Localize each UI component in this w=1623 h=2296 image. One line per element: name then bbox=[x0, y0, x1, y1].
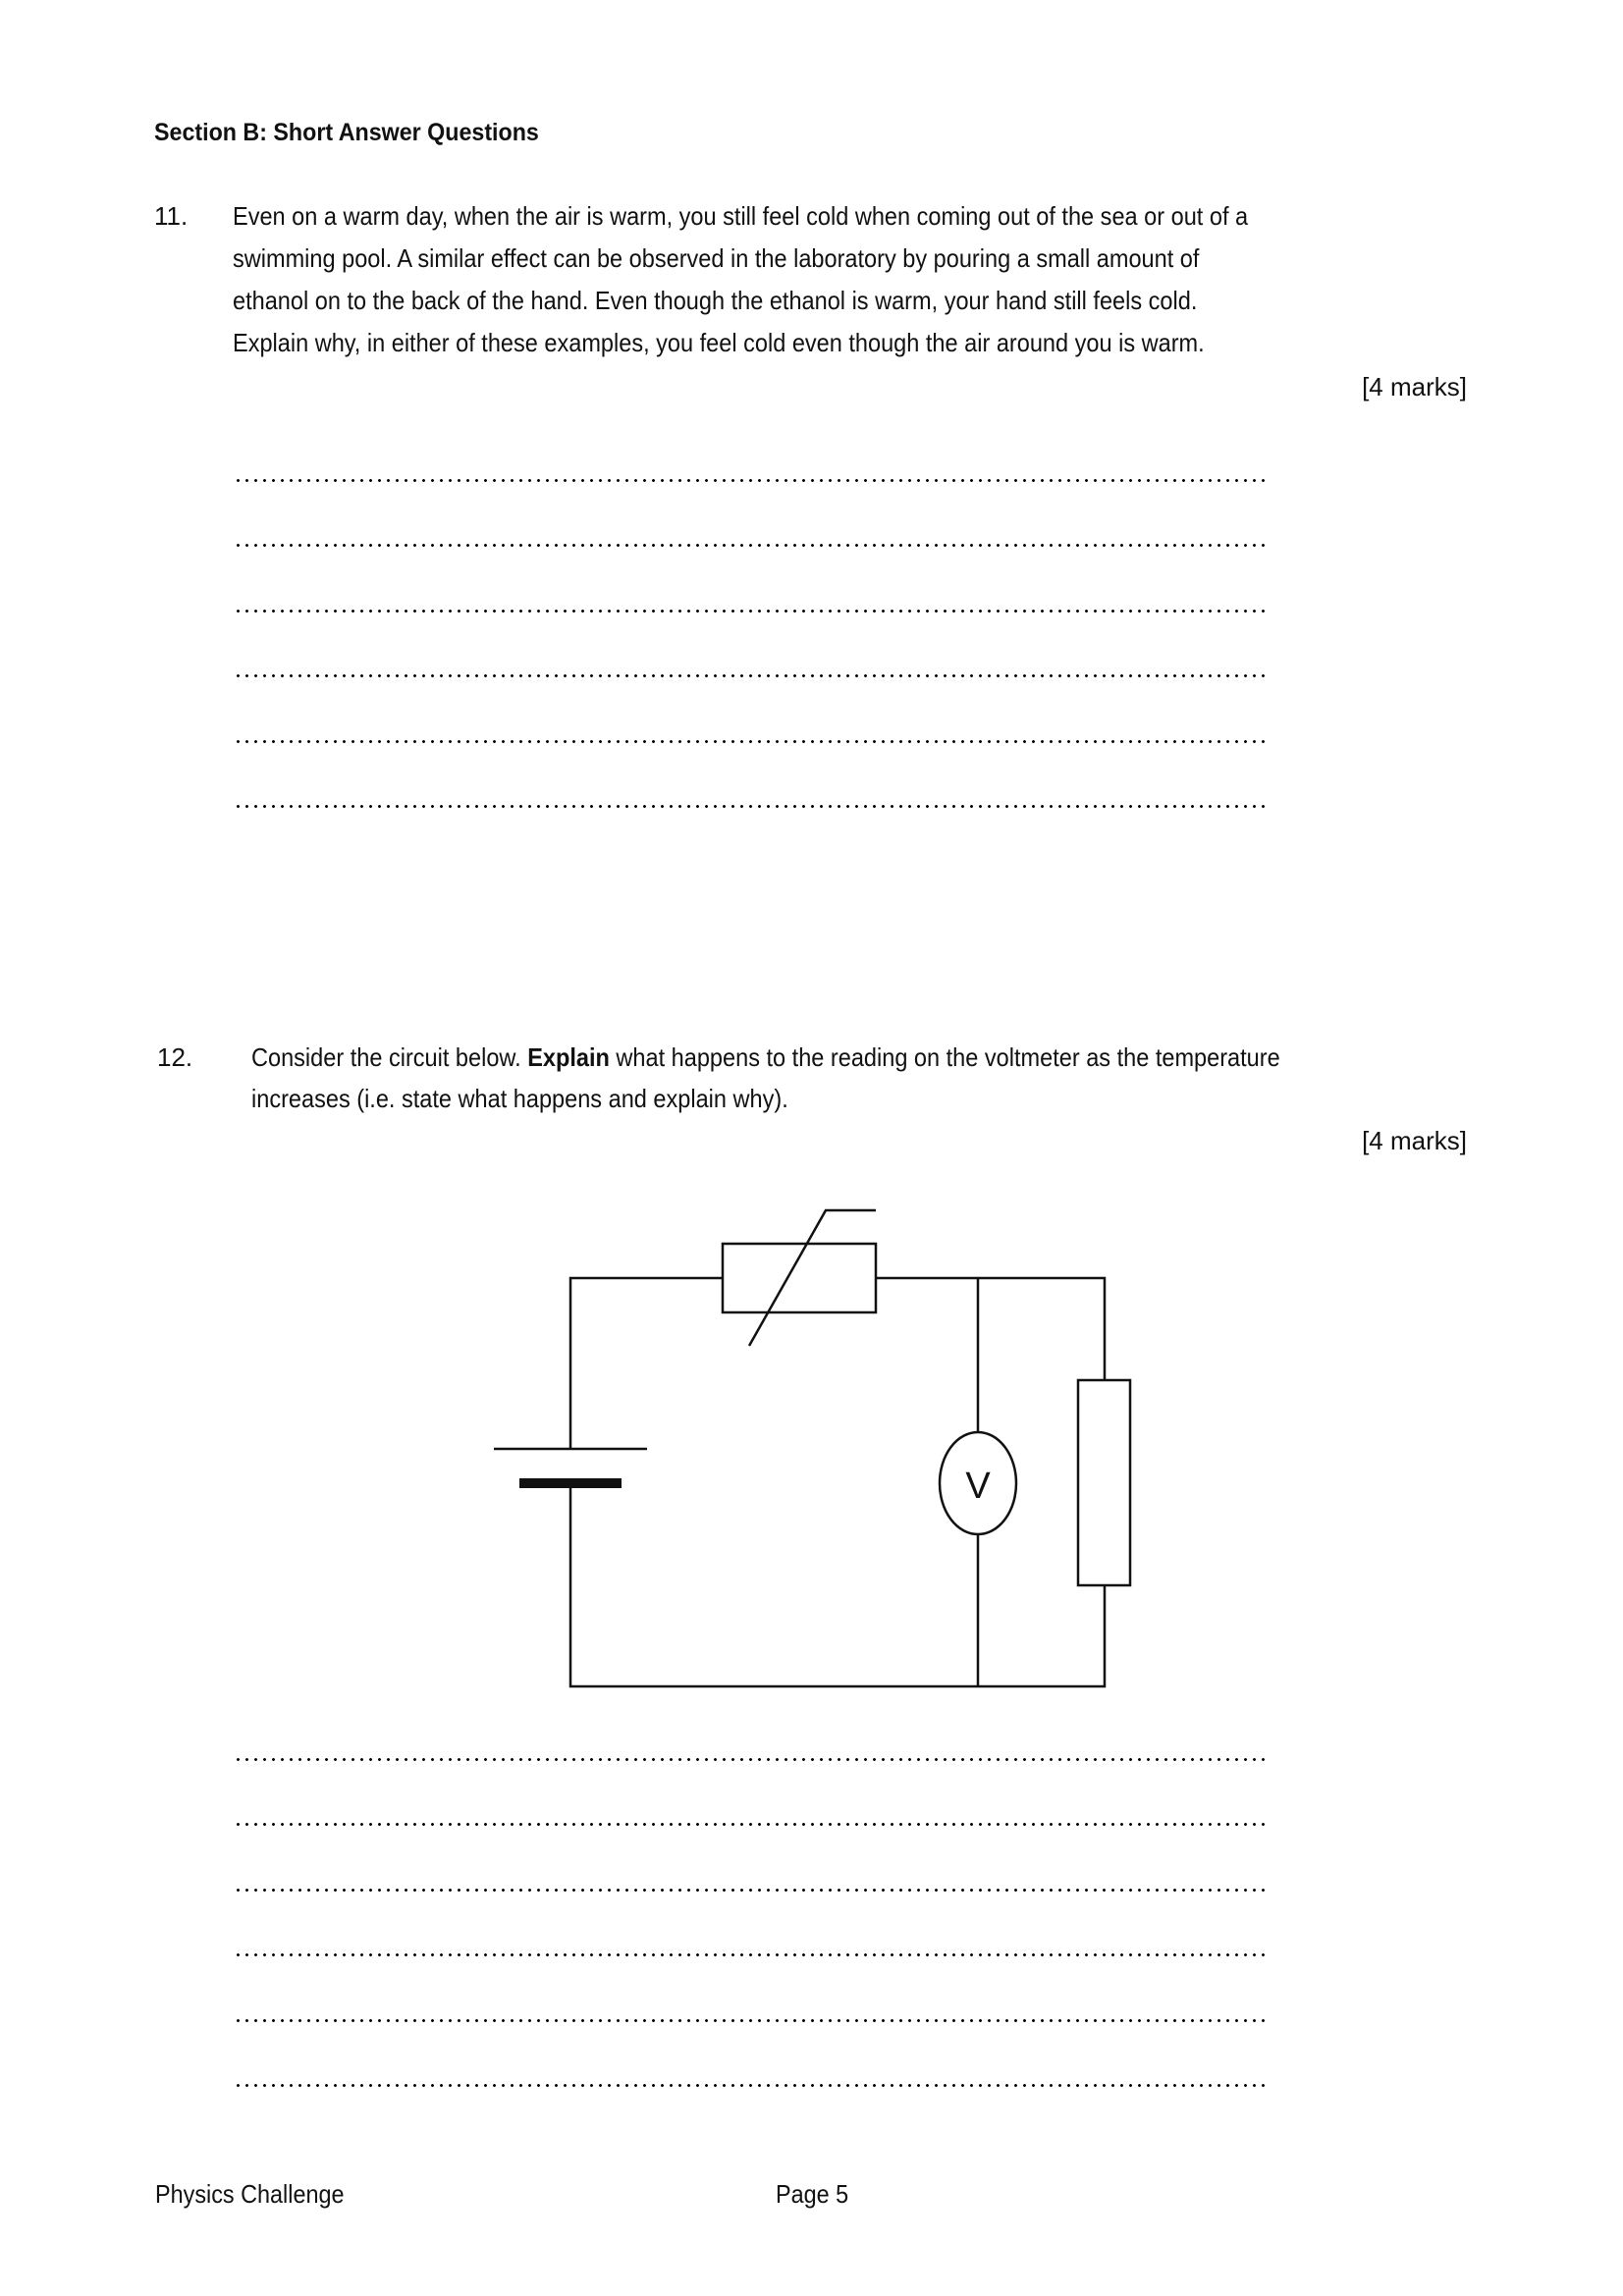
question-number: 11. bbox=[154, 201, 189, 231]
answer-line[interactable] bbox=[234, 805, 1265, 808]
page-number bbox=[776, 2181, 856, 2207]
thermistor-slash bbox=[749, 1210, 876, 1346]
question-text-line bbox=[233, 288, 1298, 313]
voltmeter-icon bbox=[940, 1432, 1016, 1534]
question-text-part: what happens to the reading on the voltmeter as the temperature bbox=[609, 1042, 1280, 1072]
wire-top-right bbox=[876, 1278, 1105, 1380]
answer-line[interactable] bbox=[234, 1953, 1265, 1956]
answer-line[interactable] bbox=[234, 1758, 1265, 1761]
answer-line[interactable] bbox=[234, 2084, 1265, 2087]
footer-title-text: Physics Challenge bbox=[155, 2179, 345, 2209]
answer-line[interactable] bbox=[234, 610, 1265, 613]
footer-title bbox=[155, 2181, 365, 2207]
question-number: 12. bbox=[157, 1042, 193, 1072]
answer-line[interactable] bbox=[234, 479, 1265, 482]
question-text-line bbox=[251, 1044, 1388, 1070]
question-text-part: Consider the circuit below. bbox=[251, 1042, 528, 1072]
answer-line[interactable] bbox=[234, 740, 1265, 743]
section-heading bbox=[154, 119, 568, 147]
question-text: increases (i.e. state what happens and explain why). bbox=[251, 1084, 788, 1113]
resistor-icon bbox=[1078, 1380, 1130, 1585]
answer-line[interactable] bbox=[234, 544, 1265, 547]
emphasis-explain: Explain bbox=[527, 1042, 610, 1072]
marks-label bbox=[1362, 374, 1467, 400]
wire-bottom bbox=[570, 1483, 1105, 1686]
answer-line[interactable] bbox=[234, 1889, 1265, 1892]
question-text-line bbox=[233, 330, 1307, 355]
section-heading-text: Section B: Short Answer Questions bbox=[154, 119, 539, 146]
question-text: Explain why, in either of these examples, you feel cold even though the air around you is warm. bbox=[233, 328, 1205, 357]
page-number-text: Page 5 bbox=[776, 2179, 849, 2209]
question-text bbox=[251, 1044, 1280, 1070]
wire-top-left bbox=[570, 1278, 723, 1449]
question-text: swimming pool. A similar effect can be observed in the laboratory by pouring a small amount of bbox=[233, 243, 1200, 273]
question-text-line bbox=[251, 1086, 844, 1111]
answer-line[interactable] bbox=[234, 2019, 1265, 2022]
marks-text: [4 marks] bbox=[1362, 1126, 1467, 1155]
question-text: ethanol on to the back of the hand. Even though the ethanol is warm, your hand still feels cold. bbox=[233, 286, 1198, 315]
question-text-line bbox=[233, 245, 1301, 271]
question-text-line bbox=[233, 203, 1355, 229]
question-text: Even on a warm day, when the air is warm, you still feel cold when coming out of the sea or out of a bbox=[233, 201, 1249, 231]
thermistor-icon bbox=[723, 1244, 876, 1312]
marks-text: [4 marks] bbox=[1362, 372, 1467, 401]
cell-negative-plate bbox=[519, 1478, 622, 1488]
answer-line[interactable] bbox=[234, 674, 1265, 677]
voltmeter-label: V bbox=[965, 1466, 991, 1507]
marks-label bbox=[1362, 1128, 1467, 1153]
answer-line[interactable] bbox=[234, 1823, 1265, 1826]
